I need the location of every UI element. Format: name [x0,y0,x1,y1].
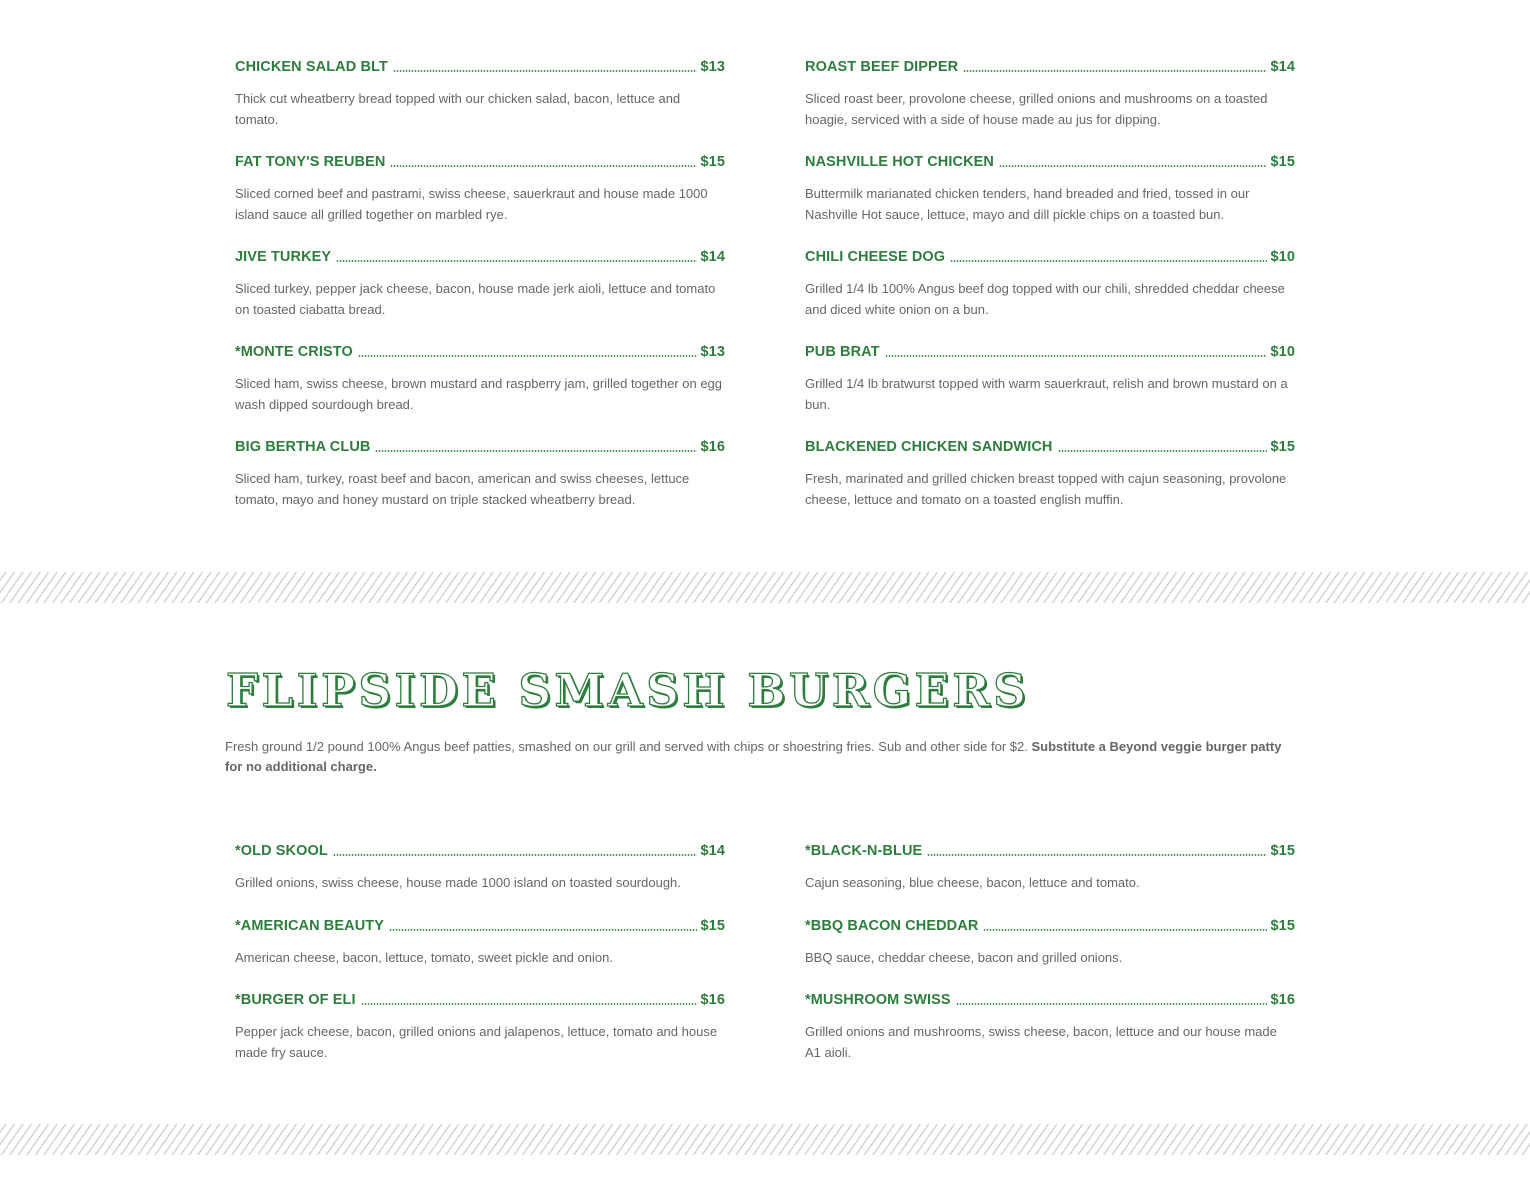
dot-leader [333,854,697,856]
menu-item-description: Grilled onions, swiss cheese, house made 1000 island on toasted sourdough. [235,875,681,890]
menu-item-description: Grilled 1/4 lb bratwurst topped with warm sauerkraut, relish and brown mustard on a bun. [805,376,1288,412]
menu-item-price: $13 [700,344,725,360]
menu-item [805,152,1295,247]
menu-item-price: $14 [700,249,725,265]
sandwiches-right-column [805,57,1295,532]
menu-item [235,152,725,247]
menu-item-header [805,437,1295,457]
section-intro [225,737,1300,777]
dot-leader [885,355,1267,357]
menu-item-header [805,990,1295,1010]
section-intro-bold: Substitute a Beyond veggie burger patty for no additional charge. [225,739,1282,774]
striped-divider [0,572,1530,603]
menu-item-name: *BURGER OF ELI [235,992,356,1008]
menu-item [805,437,1295,532]
menu-item-name: PUB BRAT [805,344,880,360]
menu-item-description: Sliced corned beef and pastrami, swiss cheese, sauerkraut and house made 1000 island sauce all grilled together on marbled rye. [235,186,708,222]
menu-item-name: *OLD SKOOL [235,843,328,859]
menu-item-header [235,916,725,936]
menu-item-header [805,247,1295,267]
menu-item-description: Sliced roast beer, provolone cheese, grilled onions and mushrooms on a toasted hoagie, serviced with a side of house made au jus for dipping. [805,91,1268,127]
menu-item-name: FAT TONY'S REUBEN [235,154,386,170]
dot-leader [927,854,1266,856]
menu-item-description: Sliced turkey, pepper jack cheese, bacon, house made jerk aioli, lettuce and tomato on toasted ciabatta bread. [235,281,716,317]
dot-leader [389,929,696,931]
menu-item-header [235,152,725,172]
menu-item-header [805,152,1295,172]
menu-item [235,916,725,991]
menu-item-description: Thick cut wheatberry bread topped with our chicken salad, bacon, lettuce and tomato. [235,91,681,127]
menu-item-name: CHICKEN SALAD BLT [235,59,388,75]
menu-item-price: $15 [1270,439,1295,455]
menu-item-name: *BLACK-N-BLUE [805,843,923,859]
menu-item-description: Pepper jack cheese, bacon, grilled onions and jalapenos, lettuce, tomato and house made fry sauce. [235,1024,718,1060]
menu-item [805,247,1295,342]
dot-leader [390,165,696,167]
menu-item-price: $15 [700,154,725,170]
dot-leader [393,70,697,72]
menu-item-name: JIVE TURKEY [235,249,332,265]
menu-item-description: Grilled 1/4 lb 100% Angus beef dog topped with our chili, shredded cheddar cheese and diced white onion on a bun. [805,281,1285,317]
menu-item-header [235,437,725,457]
dot-leader [358,355,697,357]
menu-item-name: NASHVILLE HOT CHICKEN [805,154,994,170]
burgers-grid [235,841,1295,1065]
menu-item-name: ROAST BEEF DIPPER [805,59,959,75]
section-title: FLIPSIDE SMASH BURGERS [226,664,1030,717]
menu-item [235,437,725,532]
menu-item-header [235,990,725,1010]
menu-item-header [805,916,1295,936]
dot-leader [336,260,696,262]
menu-item [805,841,1295,916]
menu-item-description: Sliced ham, swiss cheese, brown mustard and raspberry jam, grilled together on egg wash dipped sourdough bread. [235,376,723,412]
menu-item [805,916,1295,991]
dot-leader [361,1003,697,1005]
dot-leader [375,450,696,452]
dot-leader [983,929,1266,931]
menu-item-price: $10 [1270,344,1295,360]
menu-item-price: $15 [1270,154,1295,170]
menu-item [805,57,1295,152]
menu-item-header [805,57,1295,77]
menu-item-header [235,247,725,267]
menu-item [235,342,725,437]
dot-leader [963,70,1266,72]
striped-divider [0,1124,1530,1155]
menu-item-price: $16 [1270,992,1295,1008]
menu-item-header [235,841,725,861]
menu-item-price: $15 [1270,843,1295,859]
dot-leader [1058,450,1267,452]
menu-item-price: $15 [700,917,725,934]
menu-item-name: *AMERICAN BEAUTY [235,917,385,934]
menu-item-name: BLACKENED CHICKEN SANDWICH [805,439,1053,455]
menu-item [805,342,1295,437]
menu-item-description: Fresh, marinated and grilled chicken breast topped with cajun seasoning, provolone cheese, lettuce and tomato on a toasted english muffin. [805,471,1287,507]
dot-leader [950,260,1266,262]
menu-item-description: Sliced ham, turkey, roast beef and bacon, american and swiss cheeses, lettuce tomato, mayo and honey mustard on triple stacked wheatberry bread. [235,471,690,507]
menu-item-header [805,841,1295,861]
menu-item [235,990,725,1065]
menu-item-description: BBQ sauce, cheddar cheese, bacon and grilled onions. [805,949,1123,965]
menu-item [235,841,725,916]
burgers-left-column [235,841,725,1065]
menu-item [805,990,1295,1065]
dot-leader [956,1003,1267,1005]
menu-item-description: Buttermilk marianated chicken tenders, hand breaded and fried, tossed in our Nashville Hot sauce, lettuce, mayo and dill pickle chips on a toasted bun. [805,186,1250,222]
menu-item-description: Cajun seasoning, blue cheese, bacon, lettuce and tomato. [805,875,1140,890]
menu-item-price: $16 [700,439,725,455]
menu-item-name: *MONTE CRISTO [235,344,353,360]
section-intro-text: Fresh ground 1/2 pound 100% Angus beef patties, smashed on our grill and served with chips or shoestring fries. Sub and other side for $2. [225,739,1028,754]
menu-item-price: $16 [700,992,725,1008]
menu-item-name: CHILI CHEESE DOG [805,249,946,265]
menu-item-price: $14 [700,843,725,859]
burgers-right-column [805,841,1295,1065]
menu-item [235,247,725,342]
menu-item-description: Grilled onions and mushrooms, swiss cheese, bacon, lettuce and our house made A1 aioli. [805,1024,1277,1060]
menu-item-name: *MUSHROOM SWISS [805,992,951,1008]
menu-item-description: American cheese, bacon, lettuce, tomato, sweet pickle and onion. [235,949,613,965]
menu-item-price: $15 [1270,917,1295,934]
sandwiches-left-column [235,57,725,532]
menu-item-price: $14 [1270,59,1295,75]
menu-item-price: $10 [1270,249,1295,265]
menu-item-header [235,57,725,77]
menu-item-header [805,342,1295,362]
menu-item-header [235,342,725,362]
menu-item [235,57,725,152]
dot-leader [999,165,1267,167]
menu-item-name: BIG BERTHA CLUB [235,439,371,455]
menu-item-name: *BBQ BACON CHEDDAR [805,917,979,934]
menu-item-price: $13 [700,59,725,75]
sandwiches-grid [235,57,1295,532]
